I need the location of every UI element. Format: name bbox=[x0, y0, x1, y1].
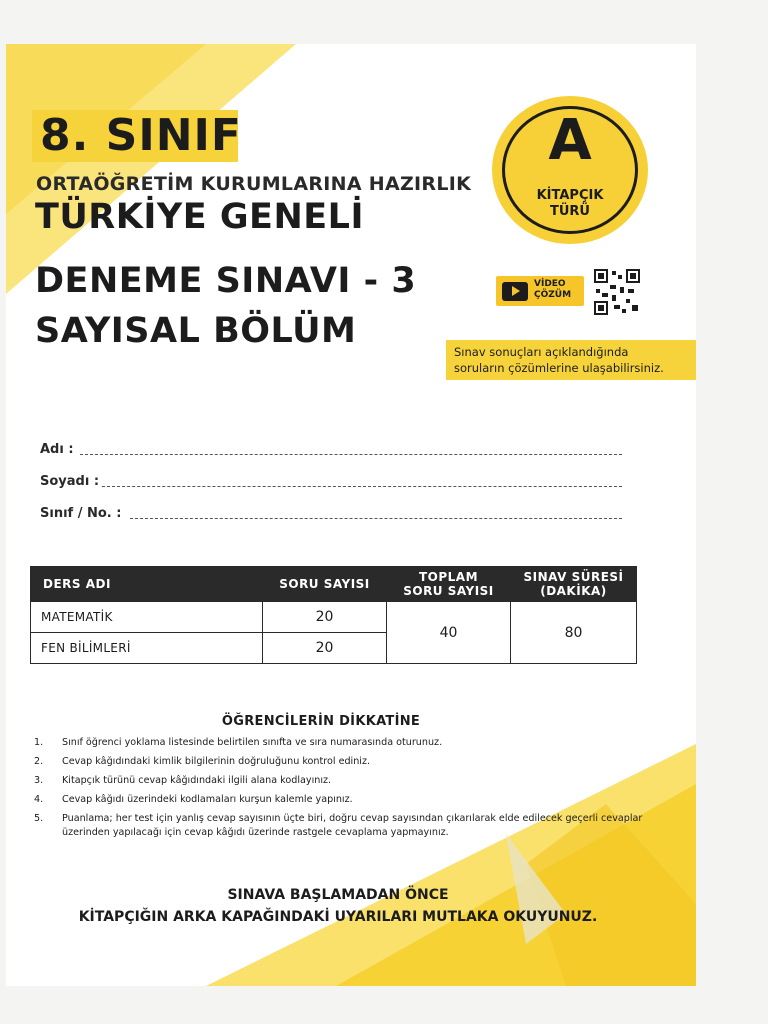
warning-line-1: SINAVA BAŞLAMADAN ÖNCE bbox=[227, 887, 449, 903]
item-number: 1. bbox=[34, 737, 44, 748]
instructions-title: ÖĞRENCİLERİN DİKKATİNE bbox=[221, 714, 421, 729]
header-total-line1: TOPLAM bbox=[418, 570, 479, 584]
name-field[interactable] bbox=[80, 454, 622, 455]
exam-cover-page bbox=[6, 44, 696, 986]
instructions-list bbox=[34, 736, 654, 845]
surname-label: Soyadı : bbox=[40, 474, 100, 489]
results-note-line1: Sınav sonuçları açıklandığında bbox=[454, 345, 629, 359]
title-line-2: DENEME SINAVI - 3 bbox=[35, 261, 417, 301]
total-cell: 40 bbox=[387, 602, 511, 664]
item-number: 4. bbox=[34, 794, 44, 805]
course-cell: FEN BİLİMLERİ bbox=[31, 633, 263, 664]
video-label-line1: VİDEO bbox=[534, 279, 566, 289]
item-text: Puanlama; her test için yanlış cevap sayısının üçte biri, doğru cevap sayısından çıkarılarak elde edilecek geçerli cevaplar üzerinden yapılacağı için cevap kâğıdı üzerinde rastgele cevaplama yapmayınız. bbox=[62, 813, 643, 838]
count-cell: 20 bbox=[263, 602, 387, 633]
table-row bbox=[31, 602, 637, 633]
booklet-letter: A bbox=[548, 108, 592, 173]
list-item bbox=[34, 736, 654, 750]
results-note-line2: soruların çözümlerine ulaşabilirsiniz. bbox=[454, 361, 664, 375]
surname-field[interactable] bbox=[102, 486, 622, 487]
header-question-count: SORU SAYISI bbox=[263, 567, 387, 602]
class-number-label: Sınıf / No. : bbox=[40, 506, 122, 521]
header-duration-line2: (DAKİKA) bbox=[540, 584, 607, 598]
play-triangle bbox=[512, 286, 520, 296]
prep-subtitle: ORTAÖĞRETİM KURUMLARINA HAZIRLIK bbox=[36, 173, 472, 195]
list-item bbox=[34, 755, 654, 769]
list-item bbox=[34, 774, 654, 788]
item-number: 2. bbox=[34, 756, 44, 767]
header-total bbox=[387, 567, 511, 602]
item-text: Cevap kâğıdı üzerindeki kodlamaları kurşun kalemle yapınız. bbox=[62, 794, 353, 805]
header-course: DERS ADI bbox=[31, 567, 263, 602]
class-number-field[interactable] bbox=[130, 518, 622, 519]
table-header-row bbox=[31, 567, 637, 602]
list-item bbox=[34, 793, 654, 807]
booklet-label-line1: KİTAPÇIK bbox=[536, 188, 604, 203]
header-duration-line1: SINAV SÜRESİ bbox=[523, 570, 624, 584]
booklet-label-line2: TÜRÜ bbox=[550, 204, 590, 219]
grade-title: 8. SINIF bbox=[40, 110, 242, 161]
header-duration bbox=[511, 567, 637, 602]
title-line-1: TÜRKİYE GENELİ bbox=[35, 197, 364, 237]
results-note-text bbox=[454, 344, 694, 376]
qr-code-icon[interactable] bbox=[594, 269, 640, 315]
course-cell: MATEMATİK bbox=[31, 602, 263, 633]
list-item bbox=[34, 812, 654, 839]
video-label-line2: ÇÖZÜM bbox=[534, 290, 572, 300]
item-text: Kitapçık türünü cevap kâğıdındaki ilgili alana kodlayınız. bbox=[62, 775, 332, 786]
video-label bbox=[534, 279, 580, 301]
warning-line-2: KİTAPÇIĞIN ARKA KAPAĞINDAKİ UYARILARI MUTLAKA OKUYUNUZ. bbox=[78, 909, 598, 925]
item-text: Sınıf öğrenci yoklama listesinde belirtilen sınıfta ve sıra numarasında oturunuz. bbox=[62, 737, 443, 748]
item-text: Cevap kâğıdındaki kimlik bilgilerinin doğruluğunu kontrol ediniz. bbox=[62, 756, 371, 767]
exam-info-table bbox=[30, 566, 637, 664]
title-line-3: SAYISAL BÖLÜM bbox=[35, 311, 357, 351]
count-cell: 20 bbox=[263, 633, 387, 664]
item-number: 5. bbox=[34, 813, 44, 824]
duration-cell: 80 bbox=[511, 602, 637, 664]
header-total-line2: SORU SAYISI bbox=[403, 584, 494, 598]
item-number: 3. bbox=[34, 775, 44, 786]
name-label: Adı : bbox=[40, 442, 74, 457]
booklet-label bbox=[502, 188, 638, 220]
